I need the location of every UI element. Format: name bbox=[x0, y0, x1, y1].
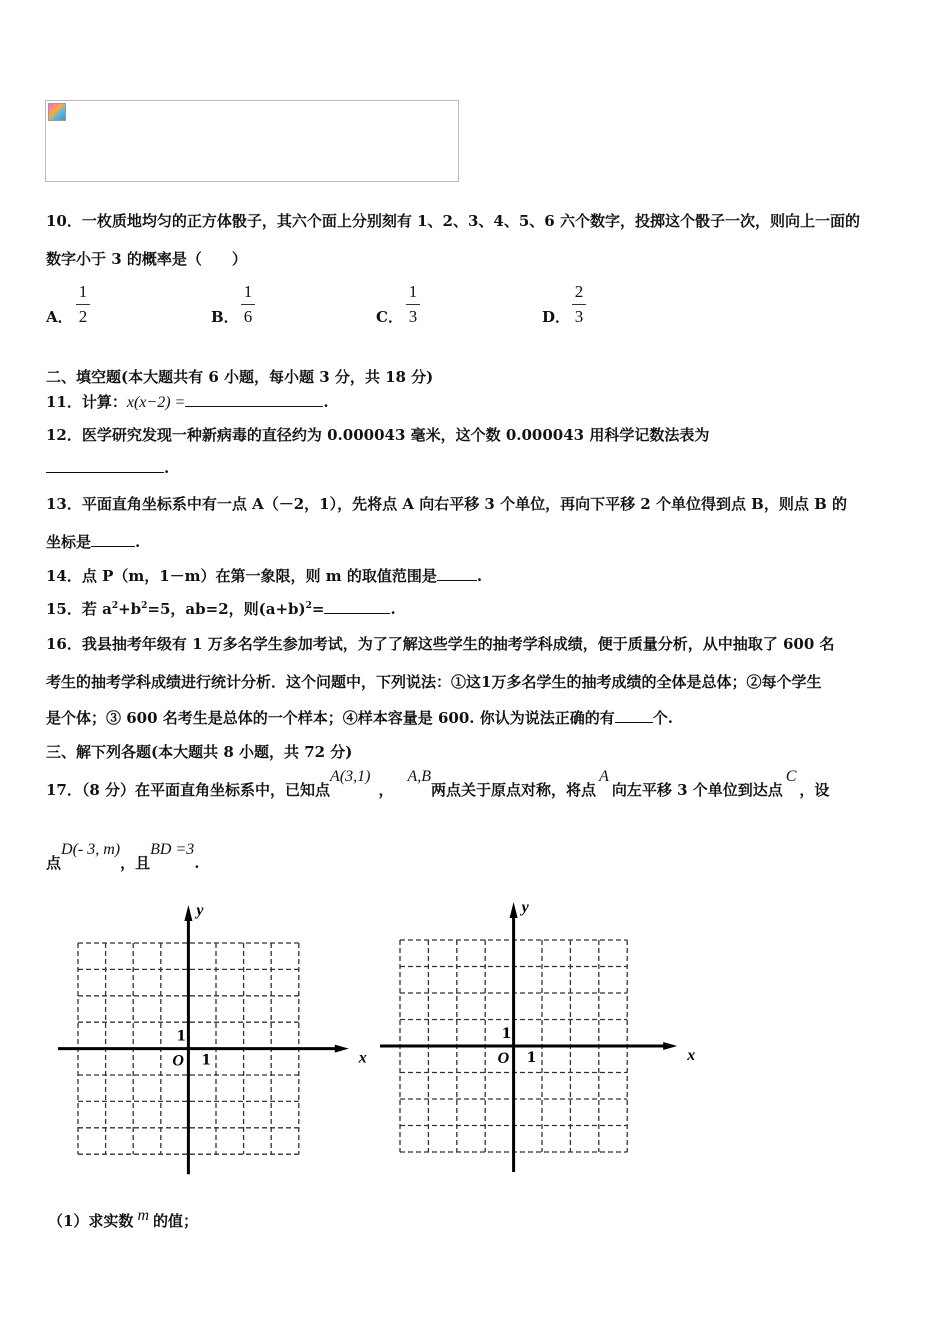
answer-blank[interactable] bbox=[185, 392, 323, 407]
option-label: C． bbox=[376, 308, 403, 326]
q15-text: 15．若 a bbox=[46, 600, 112, 618]
q16-text: 是个体；③ 600 名考生是总体的一个样本；④样本容量是 600. 你认为说法正确的有 bbox=[46, 709, 615, 727]
broken-image-icon bbox=[48, 103, 66, 121]
answer-blank[interactable] bbox=[324, 599, 390, 614]
q15-suffix: . bbox=[390, 600, 396, 618]
x-axis-arrow-icon bbox=[335, 1045, 349, 1053]
origin-label: O bbox=[172, 1052, 184, 1070]
q11-prefix: 11．计算： bbox=[46, 393, 127, 411]
superscript: 2 bbox=[111, 601, 119, 611]
q15-text: +b bbox=[118, 600, 142, 618]
math-a: A bbox=[599, 768, 609, 785]
math-c: C bbox=[785, 768, 797, 785]
answer-blank[interactable] bbox=[91, 532, 135, 547]
q15 bbox=[46, 598, 396, 619]
superscript: 2 bbox=[141, 601, 148, 611]
y-axis-label: y bbox=[521, 899, 529, 916]
fraction: 1 3 bbox=[406, 282, 420, 327]
q16-line3 bbox=[46, 707, 673, 728]
coordinate-grid-right bbox=[378, 899, 696, 1180]
y-unit-label: 1 bbox=[176, 1028, 187, 1045]
q17-sub1-text: 的值； bbox=[153, 1212, 199, 1230]
q11-expr: x(x−2) = bbox=[126, 394, 186, 411]
q12-line1: 12．医学研究发现一种新病毒的直径约为 0.000043 毫米，这个数 0.000043 用科学记数法表为 bbox=[46, 426, 710, 444]
option-label: D． bbox=[542, 308, 571, 326]
q17-text: 17．（8 分）在平面直角坐标系中，已知点 bbox=[46, 781, 331, 799]
q16-suffix: 个. bbox=[652, 709, 673, 727]
q17-sub1 bbox=[48, 1207, 199, 1231]
q17-line2 bbox=[46, 841, 200, 873]
answer-blank[interactable] bbox=[615, 708, 653, 723]
q14-text: 14．点 P（m，1－m）在第一象限，则 m 的取值范围是 bbox=[46, 567, 437, 585]
math-ab: A,B bbox=[407, 768, 432, 785]
q13-suffix: . bbox=[135, 533, 141, 551]
y-axis-arrow-icon bbox=[510, 902, 518, 918]
math-m: m bbox=[137, 1207, 150, 1224]
q16-line2: 考生的抽考学科成绩进行统计分析．这个问题中，下列说法：①这1万多名学生的抽考成绩的全体是总体；②每个学生 bbox=[46, 673, 822, 691]
math-bd: BD =3 bbox=[150, 841, 195, 858]
superscript: 2 bbox=[305, 601, 312, 611]
q17-text: 点 bbox=[46, 854, 62, 872]
fraction: 1 6 bbox=[241, 282, 255, 327]
y-axis-arrow-icon bbox=[184, 905, 192, 921]
broken-image-placeholder bbox=[45, 100, 459, 182]
fraction: 1 2 bbox=[76, 282, 90, 327]
section2-heading: 二、填空题(本大题共有 6 小题，每小题 3 分，共 18 分) bbox=[46, 368, 434, 386]
q13-line2 bbox=[46, 531, 140, 552]
option-label: B． bbox=[211, 308, 239, 326]
q17-text: . bbox=[194, 854, 200, 872]
math-point-a: A(3,1) bbox=[330, 768, 371, 785]
q14-suffix: . bbox=[476, 567, 483, 585]
q13-text: 坐标是 bbox=[46, 533, 92, 551]
q17-sub1-text: （1）求实数 bbox=[48, 1212, 134, 1230]
q17-text: ，且 bbox=[120, 854, 151, 872]
q13-line1: 13．平面直角坐标系中有一点 A（－2，1），先将点 A 向右平移 3 个单位，再向下平移 2 个单位得到点 B，则点 B 的 bbox=[46, 495, 847, 513]
q17-text: ， bbox=[378, 781, 394, 799]
x-axis-arrow-icon bbox=[663, 1042, 677, 1050]
coordinate-grid-left bbox=[55, 900, 365, 1180]
q16-line1: 16．我县抽考年级有 1 万多名学生参加考试，为了了解这些学生的抽考学科成绩，便于质量分析，从中抽取了 600 名 bbox=[46, 635, 835, 653]
q12-suffix: . bbox=[164, 459, 170, 477]
q17-text: ，设 bbox=[799, 781, 830, 799]
q15-text: = bbox=[311, 600, 325, 618]
x-unit-label: 1 bbox=[201, 1052, 212, 1069]
section3-heading: 三、解下列各题(本大题共 8 小题，共 72 分) bbox=[46, 743, 353, 761]
q11 bbox=[46, 391, 329, 412]
x-axis-label: x bbox=[687, 1047, 696, 1064]
q14 bbox=[46, 565, 482, 586]
answer-blank[interactable] bbox=[437, 566, 477, 581]
origin-label: O bbox=[497, 1050, 510, 1067]
q11-suffix: . bbox=[323, 393, 329, 411]
option-label: A． bbox=[46, 308, 73, 326]
x-axis-label: x bbox=[358, 1049, 367, 1067]
y-axis-label: y bbox=[196, 902, 204, 919]
answer-blank[interactable] bbox=[46, 458, 164, 473]
fraction: 2 3 bbox=[572, 282, 586, 327]
q10-line2: 数字小于 3 的概率是（ ） bbox=[46, 250, 247, 268]
q15-text: =5，ab=2，则(a+b) bbox=[147, 600, 306, 618]
q17-text: 两点关于原点对称，将点 bbox=[431, 781, 597, 799]
q12-line2 bbox=[46, 458, 169, 477]
x-unit-label: 1 bbox=[526, 1050, 537, 1066]
math-point-d: D(- 3, m) bbox=[61, 841, 121, 858]
q17-line1 bbox=[46, 768, 830, 800]
q10-line1: 10．一枚质地均匀的正方体骰子，其六个面上分别刻有 1、2、3、4、5、6 六个数字，投掷这个骰子一次，则向上一面的 bbox=[46, 212, 860, 230]
q17-text: 向左平移 3 个单位到达点 bbox=[611, 781, 783, 799]
y-unit-label: 1 bbox=[501, 1026, 512, 1042]
